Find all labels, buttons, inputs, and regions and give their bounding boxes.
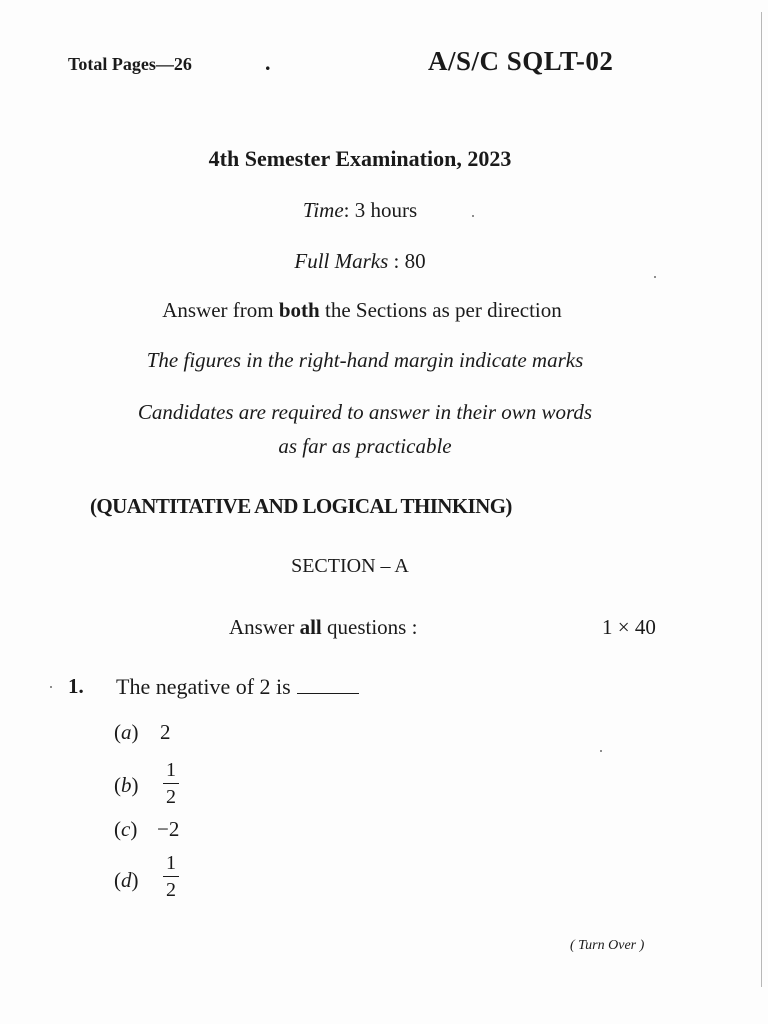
total-pages: Total Pages—26	[68, 54, 192, 74]
subject-title: (QUANTITATIVE AND LOGICAL THINKING)	[90, 494, 512, 518]
scan-speck	[654, 276, 656, 278]
instruction-prefix: Answer	[229, 615, 300, 639]
option-c-label: (c)	[114, 817, 138, 841]
answer-both-instruction	[0, 298, 724, 323]
candidates-instruction-line1: Candidates are required to answer in their own words	[137, 400, 593, 424]
option-d-label: (d)	[114, 868, 139, 892]
full-marks	[0, 249, 720, 274]
answer-suffix: the Sections as per direction	[319, 298, 562, 322]
exam-title: 4th Semester Examination, 2023	[208, 146, 512, 171]
option-d-fraction	[163, 853, 179, 900]
instruction-bold: all	[299, 615, 322, 639]
answer-bold: both	[278, 298, 320, 322]
question-text-content: The negative of 2 is	[116, 674, 291, 699]
section-title: SECTION – A	[291, 555, 409, 577]
instruction-suffix: questions :	[321, 615, 418, 639]
option-b-denominator: 2	[166, 786, 176, 808]
paper-code: A/S/C SQLT-02	[428, 46, 614, 76]
time-value: : 3 hours	[343, 198, 418, 222]
scan-speck	[600, 750, 602, 752]
option-b-fraction-bar	[163, 783, 179, 784]
option-d-denominator: 2	[166, 879, 176, 901]
marks-label: Full Marks	[294, 249, 389, 273]
option-b-fraction	[163, 760, 179, 807]
page-edge-line	[761, 12, 762, 987]
exam-time	[0, 198, 720, 223]
scan-speck	[472, 215, 474, 217]
section-marks: 1 × 40	[602, 615, 656, 639]
option-b-numerator: 1	[166, 759, 176, 781]
header-dot: .	[265, 50, 271, 75]
option-c-value: −2	[157, 817, 180, 841]
section-instruction	[229, 615, 417, 640]
option-a-value: 2	[160, 720, 171, 744]
turn-over-note: ( Turn Over )	[570, 938, 645, 953]
option-b-label: (b)	[114, 773, 139, 797]
time-label: Time	[302, 198, 344, 222]
option-a-label: (a)	[114, 720, 139, 744]
option-d-fraction-bar	[163, 876, 179, 877]
figures-instruction: The figures in the right-hand margin indicate marks	[146, 348, 584, 372]
marks-value: : 80	[393, 249, 426, 273]
answer-prefix: Answer from	[162, 298, 279, 322]
question-number: 1.	[68, 674, 84, 698]
candidates-instruction-line2: as far as practicable	[278, 434, 452, 458]
option-d-numerator: 1	[166, 852, 176, 874]
question-text	[116, 674, 359, 700]
answer-blank	[297, 675, 359, 694]
scan-speck	[50, 686, 52, 688]
